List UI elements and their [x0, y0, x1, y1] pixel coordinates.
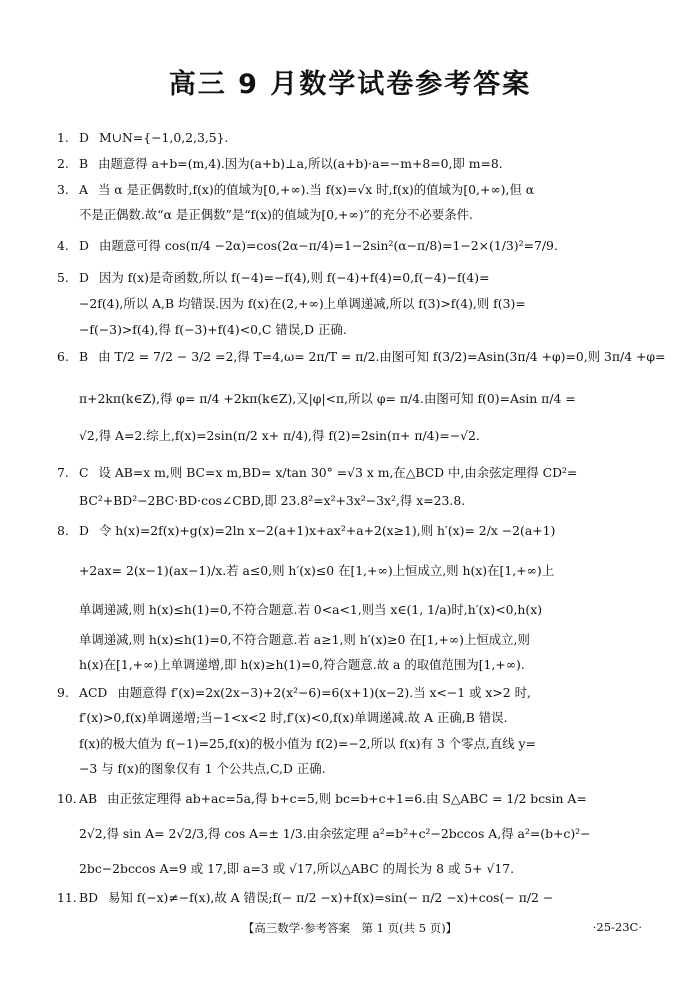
solution-text: 2√2,得 sin A= 2√2/3,得 cos A=± 1/3.由余弦定理 a²=b²+c²−2bccos A,得 a²=(b+c)²− [79, 826, 591, 841]
answer-line [57, 890, 553, 906]
question-number: 5. [57, 270, 69, 285]
answer-line [57, 685, 531, 701]
question-number: 4. [57, 238, 69, 253]
solution-text: M∪N={−1,0,2,3,5}. [98, 130, 229, 145]
question-number: 3. [57, 182, 69, 197]
footer-page-info: 【高三数学·参考答案 第 1 页(共 5 页)】 [242, 921, 458, 935]
answer-choice: B [79, 349, 89, 364]
answer-choice: A [79, 182, 88, 197]
answer-choice: D [79, 130, 89, 145]
answer-line [57, 465, 577, 481]
answer-line [57, 791, 587, 807]
solution-text: BC²+BD²−2BC·BD·cos∠CBD,即 23.8²=x²+3x²−3x²,得 x=23.8. [79, 493, 466, 508]
question-number: 7. [57, 465, 69, 480]
solution-text: 由题意得 a+b=(m,4).因为(a+b)⊥a,所以(a+b)·a=−m+8=0,即 m=8. [98, 156, 503, 171]
answer-line-continued [79, 602, 542, 618]
answer-line [57, 156, 503, 172]
answer-line [57, 238, 558, 254]
question-number: 1. [57, 130, 69, 145]
question-number: 9. [57, 685, 69, 700]
answer-line-continued [79, 710, 508, 726]
solution-text: 2bc−2bccos A=9 或 17,即 a=3 或 √17,所以△ABC 的周长为 8 或 5+ √17. [79, 861, 515, 876]
answer-choice: D [79, 523, 89, 538]
solution-text: +2ax= 2(x−1)(ax−1)/x.若 a≤0,则 h′(x)≤0 在[1,+∞)上恒成立,则 h(x)在[1,+∞)上 [79, 563, 555, 578]
answer-choice: ACD [79, 685, 108, 700]
question-number: 6. [57, 349, 69, 364]
answer-line [57, 523, 555, 539]
answer-choice: AB [79, 791, 98, 806]
answer-line-continued [79, 632, 530, 648]
answer-line-continued [79, 391, 576, 407]
solution-text: −2f(4),所以 A,B 均错误.因为 f(x)在(2,+∞)上单调递减,所以 f(3)>f(4),则 f(3)= [79, 296, 526, 311]
answer-line-continued [79, 493, 465, 509]
answer-line [57, 130, 229, 146]
question-number: 11. [57, 890, 77, 905]
solution-text: π+2kπ(k∈Z),得 φ= π/4 +2kπ(k∈Z),又|φ|<π,所以 φ= π/4.由图可知 f(0)=Asin π/4 = [79, 391, 576, 406]
solution-text: 单调递减,则 h(x)≤h(1)=0,不符合题意.若 0<a<1,则当 x∈(1, 1/a)时,h′(x)<0,h(x) [79, 602, 543, 617]
solution-text: √2,得 A=2.综上,f(x)=2sin(π/2 x+ π/4),得 f(2)=2sin(π+ π/4)=−√2. [79, 428, 480, 443]
solution-text: 令 h(x)=2f(x)+g(x)=2ln x−2(a+1)x+ax²+a+2(x≥1),则 h′(x)= 2/x −2(a+1) [98, 523, 556, 538]
answer-line-continued [79, 296, 526, 312]
answer-choice: D [79, 270, 89, 285]
solution-text: 单调递减,则 h(x)≤h(1)=0,不符合题意.若 a≥1,则 h′(x)≥0 在[1,+∞)上恒成立,则 [79, 632, 530, 647]
answer-line-continued [79, 861, 514, 877]
solution-text: 因为 f(x)是奇函数,所以 f(−4)=−f(4),则 f(−4)+f(4)=0,f(−4)−f(4)= [98, 270, 490, 285]
answer-line [57, 270, 489, 286]
answer-line-continued [79, 322, 347, 338]
answer-choice: B [79, 156, 89, 171]
answer-choice: D [79, 238, 89, 253]
answer-line-continued [79, 736, 536, 752]
solution-text: 由正弦定理得 ab+ac=5a,得 b+c=5,则 bc=b+c+1=6.由 S△ABC = 1/2 bcsin A= [107, 791, 587, 806]
answer-line-continued [79, 428, 480, 444]
question-number: 10. [57, 791, 77, 806]
answer-choice: C [79, 465, 89, 480]
solution-text: f′(x)>0,f(x)单调递增;当−1<x<2 时,f′(x)<0,f(x)单调递减.故 A 正确,B 错误. [79, 710, 508, 725]
answer-line-continued [79, 207, 473, 223]
answer-line-continued [79, 826, 591, 842]
question-number: 8. [57, 523, 69, 538]
solution-text: −3 与 f(x)的图象仅有 1 个公共点,C,D 正确. [79, 761, 326, 776]
answer-line-continued [79, 761, 326, 777]
answer-choice: BD [79, 890, 99, 905]
solution-text: 由题意可得 cos(π/4 −2α)=cos(2α−π/4)=1−2sin²(α−π/8)=1−2×(1/3)²=7/9. [98, 238, 558, 253]
solution-text: h(x)在[1,+∞)上单调递增,即 h(x)≥h(1)=0,符合题意.故 a 的取值范围为[1,+∞). [79, 657, 525, 672]
question-number: 2. [57, 156, 69, 171]
solution-text: −f(−3)>f(4),得 f(−3)+f(4)<0,C 错误,D 正确. [79, 322, 347, 337]
answer-line-continued [79, 657, 525, 673]
solution-text: 由题意得 f′(x)=2x(2x−3)+2(x²−6)=6(x+1)(x−2).当 x<−1 或 x>2 时, [117, 685, 531, 700]
page-title: 高三 9 月数学试卷参考答案 [168, 69, 532, 100]
solution-text: f(x)的极大值为 f(−1)=25,f(x)的极小值为 f(2)=−2,所以 f(x)有 3 个零点,直线 y= [79, 736, 536, 751]
answer-line-continued [79, 563, 554, 579]
solution-text: 不是正偶数.故“α 是正偶数”是“f(x)的值域为[0,+∞)”的充分不必要条件. [79, 207, 473, 222]
footer-code: ·25-23C· [592, 920, 642, 934]
solution-text: 易知 f(−x)≠−f(x),故 A 错误;f(− π/2 −x)+f(x)=sin(− π/2 −x)+cos(− π/2 − [108, 890, 554, 905]
solution-text: 由 T/2 = 7/2 − 3/2 =2,得 T=4,ω= 2π/T = π/2.由图可知 f(3/2)=Asin(3π/4 +φ)=0,则 3π/4 +φ= [98, 349, 666, 364]
answer-line [57, 349, 665, 365]
solution-text: 设 AB=x m,则 BC=x m,BD= x/tan 30° =√3 x m,在△BCD 中,由余弦定理得 CD²= [98, 465, 578, 480]
answer-line [57, 182, 534, 198]
solution-text: 当 α 是正偶数时,f(x)的值域为[0,+∞).当 f(x)=√x 时,f(x)的值域为[0,+∞),但 α [97, 182, 535, 197]
